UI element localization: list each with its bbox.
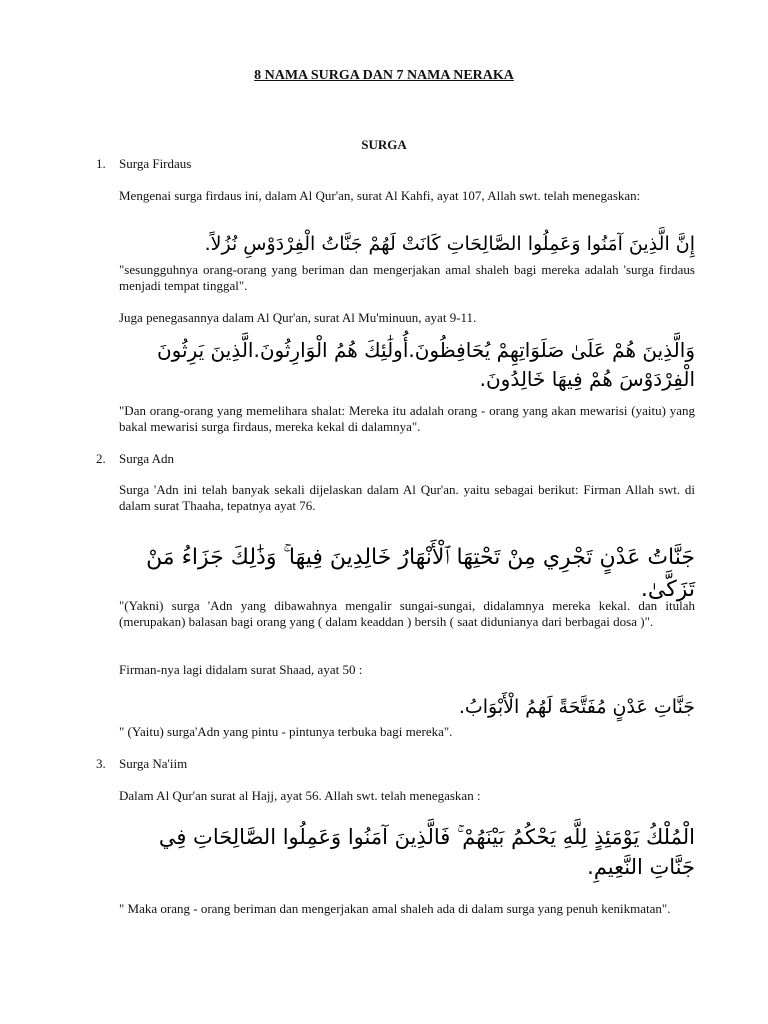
item-2-translation-1: "(Yakni) surga 'Adn yang dibawahnya mengalir sungai-sungai, didalamnya mereka kekal. dan itulah (merupakan) balasan bagi orang yang ( dalam keaddan ) bersih ( saat didunianya dari berbagai dosa )".: [119, 598, 695, 629]
item-2-number: 2.: [96, 451, 106, 466]
item-2-arabic-verse-1: جَنَّاتُ عَدْنٍ تَجْرِي مِنْ تَحْتِهَا ٱلْأَنْهَارُ خَالِدِينَ فِيهَا ۚ وَذَٰلِكَ جَزَاءُ مَنْ تَزَكَّىٰ.: [146, 545, 695, 602]
item-1-arabic-verse-1: إِنَّ الَّذِينَ آمَنُوا وَعَمِلُوا الصَّالِحَاتِ كَانَتْ لَهُمْ جَنَّاتُ الْفِرْدَوْسِ نُزُلاً.: [204, 233, 695, 255]
item-1-intro: Mengenai surga firdaus ini, dalam Al Qur'an, surat Al Kahfi, ayat 107, Allah swt. telah menegaskan:: [119, 188, 641, 203]
document-title: 8 NAMA SURGA DAN 7 NAMA NERAKA: [254, 68, 514, 83]
item-2-intro: Surga 'Adn ini telah banyak sekali dijelaskan dalam Al Qur'an. yaitu sebagai berikut: Firman Allah swt. di dalam surat Thaaha, tepatnya ayat 76.: [119, 482, 695, 513]
item-1-title: Surga Firdaus: [119, 156, 192, 171]
item-3-number: 3.: [96, 756, 106, 771]
item-2-title: Surga Adn: [119, 451, 175, 466]
item-1-arabic-verse-2: وَالَّذِينَ هُمْ عَلَىٰ صَلَوَاتِهِمْ يُحَافِظُونَ.أُولَٰئِكَ هُمُ الْوَارِثُونَ.الَّذِينَ يَرِثُونَ الْفِرْدَوْسَ هُمْ فِيهَا خَالِدُونَ.: [156, 338, 695, 391]
item-3-translation-1: " Maka orang - orang beriman dan mengerjakan amal shaleh ada di dalam surga yang penuh kenikmatan".: [119, 901, 671, 916]
section-heading: SURGA: [361, 137, 407, 152]
item-3-intro: Dalam Al Qur'an surat al Hajj, ayat 56. Allah swt. telah menegaskan :: [119, 788, 481, 803]
item-2-translation-2: " (Yaitu) surga'Adn yang pintu - pintunya terbuka bagi mereka".: [119, 724, 453, 739]
item-1-intro-2: Juga penegasannya dalam Al Qur'an, surat Al Mu'minuun, ayat 9-11.: [119, 310, 477, 325]
item-1-translation-1: "sesungguhnya orang-orang yang beriman dan mengerjakan amal shaleh bagi mereka adalah 'surga firdaus menjadi tempat tinggal".: [119, 262, 695, 293]
item-1-translation-2: "Dan orang-orang yang memelihara shalat: Mereka itu adalah orang - orang yang akan mewarisi (yaitu) yang bakal mewarisi surga firdaus, mereka kekal di dalamnya".: [119, 403, 695, 434]
item-3-title: Surga Na'iim: [119, 756, 188, 771]
item-3-arabic-verse-1: الْمُلْكُ يَوْمَئِذٍ لِلَّهِ يَحْكُمُ بَيْنَهُمْ ۚ فَالَّذِينَ آمَنُوا وَعَمِلُوا الصَّالِحَاتِ فِي جَنَّاتِ النَّعِيمِ.: [158, 825, 695, 879]
item-1-number: 1.: [96, 156, 106, 171]
item-2-arabic-verse-2: جَنَّاتِ عَدْنٍ مُفَتَّحَةً لَهُمُ الْأَبْوَابُ.: [458, 696, 695, 718]
item-2-intro-2: Firman-nya lagi didalam surat Shaad, ayat 50 :: [119, 662, 363, 677]
